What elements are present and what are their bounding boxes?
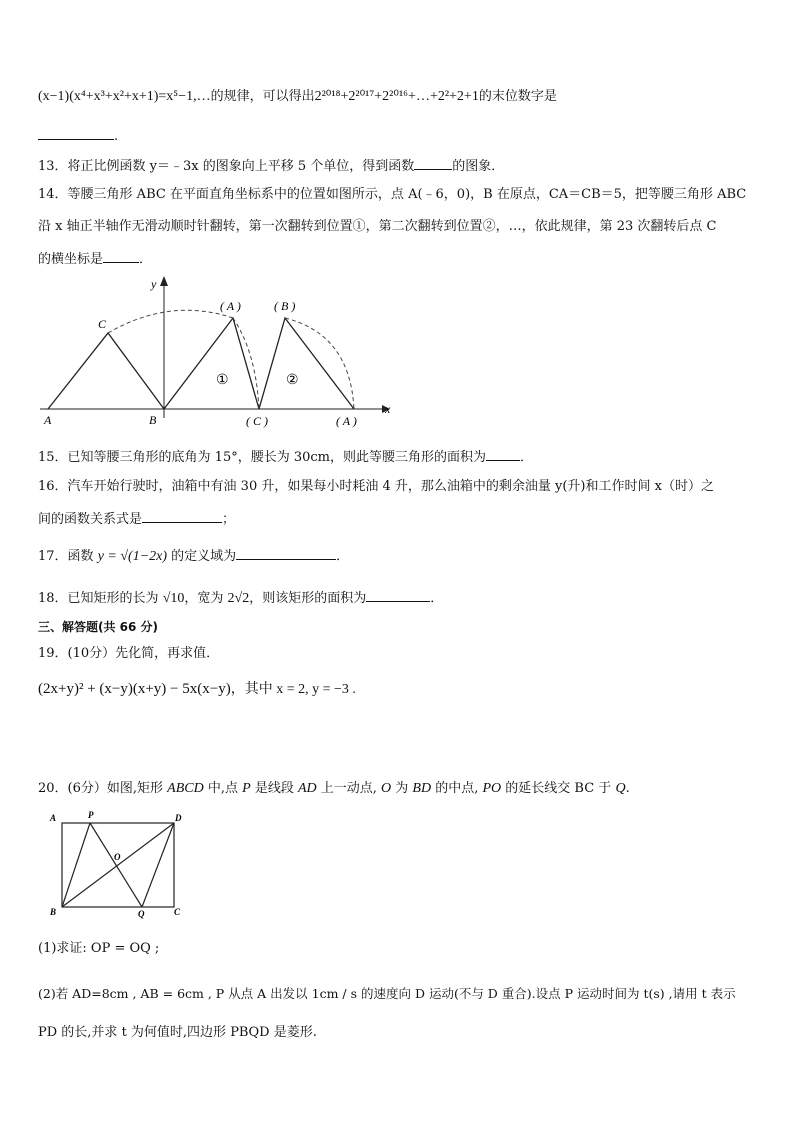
q20-o: O (381, 781, 392, 796)
y-axis-arrow-icon (160, 276, 168, 286)
fig-label-D: D (175, 813, 182, 823)
q12-line1 (38, 88, 557, 106)
q18-length: √10 (162, 591, 185, 606)
q14-line2: 沿 x 轴正半轴作无滑动顺时针翻转，第一次翻转到位置①，第二次翻转到位置②，…，依此规律，第 23 次翻转后点 C (38, 219, 717, 234)
q20-ad: AD (297, 781, 317, 796)
q12-line2 (38, 126, 118, 146)
label-x: x (385, 402, 391, 416)
q16-line2-text: 间的函数关系式是 (38, 512, 143, 527)
q15-text: 15．已知等腰三角形的底角为 15°，腰长为 30cm，则此等腰三角形的面积为 (38, 450, 486, 465)
q13-text: 13．将正比例函数 y＝﹣3x 的图象向上平移 5 个单位，得到函数 (38, 159, 415, 174)
fig-label-A: A (50, 813, 57, 823)
q12-end: . (114, 129, 119, 144)
q14-answer-blank[interactable] (103, 249, 139, 263)
q15-end: ． (520, 450, 534, 465)
q17-end: ． (336, 549, 350, 564)
q14-figure (30, 272, 400, 432)
fig-label-C: C (174, 907, 181, 917)
q18-pre: 18．已知矩形的长为 (38, 591, 163, 606)
q20-title (38, 780, 630, 798)
q20-part1: (1)求证: OP = OQ ; (38, 941, 160, 956)
segment-bd (62, 823, 174, 907)
q12-answer-blank[interactable] (38, 126, 114, 140)
q20-po: PO (482, 781, 502, 796)
q20-bd: BD (412, 781, 432, 796)
q16-answer-blank[interactable] (142, 509, 222, 523)
fig-label-Q: Q (138, 909, 145, 919)
q20-figure (44, 808, 194, 920)
triangle-position-2 (259, 318, 354, 409)
q14-line3-text: 的横坐标是 (38, 252, 104, 267)
q14-line3 (38, 249, 152, 269)
fig-label-P: P (88, 810, 94, 820)
q17-answer-blank[interactable] (236, 546, 336, 560)
q17-pre: 17．函数 (38, 549, 98, 564)
label-A-top: ( A ) (220, 299, 241, 313)
q19-expr-line (38, 680, 356, 699)
q17-post: 的定义域为 (167, 549, 237, 564)
q17-formula: y = √(1−2x) (97, 549, 168, 564)
q14-line1: 14．等腰三角形 ABC 在平面直角坐标系中的位置如图所示，点 A(﹣6，0)，B 在原点，CA＝CB＝5，把等腰三角形 ABC (38, 187, 747, 202)
q20-text-4: 上一动点, (316, 781, 382, 796)
q18-mid: ，宽为 (184, 591, 228, 606)
section-3-heading: 三、解答题(共 66 分) (38, 620, 159, 634)
q20-text-2: 中,点 (203, 781, 243, 796)
label-C-axis: ( C ) (246, 414, 268, 428)
q18-width: 2√2 (227, 591, 250, 606)
triangle-original (48, 333, 164, 409)
q18-post: ，则该矩形的面积为 (249, 591, 367, 606)
q20-text-8: . (625, 781, 630, 796)
q12-text: 的规律，可以得出 (210, 89, 315, 104)
q16-end: ； (222, 512, 236, 527)
label-B: B (149, 413, 157, 427)
q12-tail: 的末位数字是 (478, 89, 557, 104)
segment-pq (90, 823, 142, 907)
triangle-position-1 (164, 318, 259, 409)
label-B-top: ( B ) (274, 299, 296, 313)
q16-line2 (38, 509, 235, 529)
q14-end: ． (139, 252, 153, 267)
q15-line (38, 447, 533, 467)
q16-line1: 16．汽车开始行驶时，油箱中有油 30 升，如果每小时耗油 4 升，那么油箱中的剩余油量 y(升)和工作时间 x（时）之 (38, 479, 714, 494)
fig-label-O: O (114, 852, 121, 862)
q20-part2-line2: PD 的长,并求 t 为何值时,四边形 PBQD 是菱形. (38, 1025, 317, 1040)
q13-tail: 的图象． (452, 159, 505, 174)
q19-expression: (2x+y)² + (x−y)(x+y) − 5x(x−y) (38, 681, 231, 697)
q20-p: P (242, 781, 251, 796)
fig-label-B: B (50, 907, 57, 917)
label-y: y (151, 277, 157, 291)
dashed-arc-1 (108, 310, 233, 333)
segment-pb (62, 823, 90, 907)
q20-part2-line1: (2)若 AD=8cm , AB = 6cm , P 从点 A 出发以 1cm / s 的速度向 D 运动(不与 D 重合).设点 P 运动时间为 t(s) ,请用 t 表示 (38, 986, 736, 1001)
q20-text-5: 为 (391, 781, 413, 796)
q15-answer-blank[interactable] (486, 447, 520, 461)
q13-line (38, 156, 504, 176)
q18-end: ． (430, 591, 444, 606)
q13-answer-blank[interactable] (414, 156, 452, 170)
q20-abcd: ABCD (167, 781, 204, 796)
q12-expr: 2²⁰¹⁸+2²⁰¹⁷+2²⁰¹⁶+…+2²+2+1 (314, 89, 479, 104)
q19-title: 19．(10分）先化简，再求值． (38, 646, 220, 661)
label-position-1: ① (216, 373, 229, 388)
q17-line (38, 546, 349, 566)
label-position-2: ② (286, 373, 299, 388)
q12-formula: (x−1)(x⁴+x³+x²+x+1)=x⁵−1,… (38, 89, 211, 104)
q18-line (38, 588, 443, 608)
q20-q: Q (615, 781, 626, 796)
q20-text-6: 的中点, (431, 781, 483, 796)
q20-text-7: 的延长线交 BC 于 (501, 781, 616, 796)
label-A-axis: ( A ) (336, 414, 357, 428)
label-C: C (98, 317, 107, 331)
q20-text-1: 20．(6分）如图,矩形 (38, 781, 168, 796)
q18-answer-blank[interactable] (366, 588, 430, 602)
q19-condition: ，其中 x = 2, y = −3 . (230, 682, 356, 697)
label-A: A (44, 413, 52, 427)
q20-text-3: 是线段 (250, 781, 298, 796)
